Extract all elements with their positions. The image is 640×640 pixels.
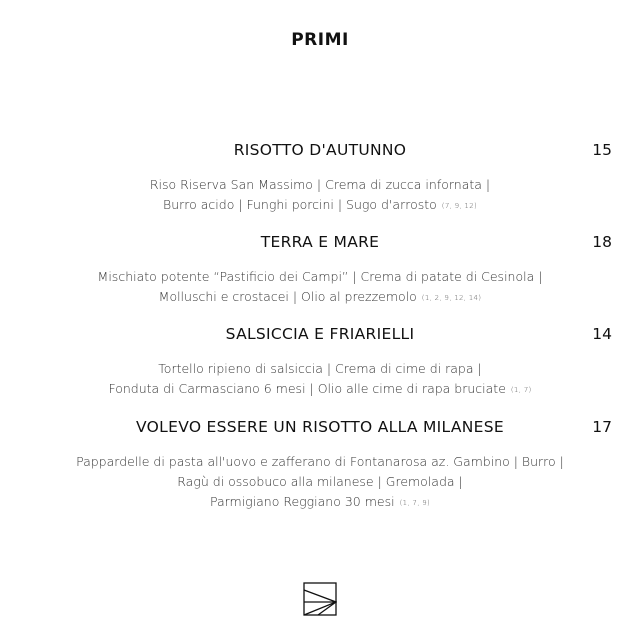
geometric-logo-icon (303, 582, 337, 616)
description-line-last (0, 492, 640, 513)
description-line-last (0, 195, 640, 216)
description-line-last (0, 379, 640, 400)
description-line: Riso Riserva San Massimo | Crema di zucca infornata | (149, 177, 491, 192)
description-text: Molluschi e crostacei | Olio al prezzemolo (158, 289, 417, 304)
dish-name: SALSICCIA E FRIARIELLI (225, 325, 415, 343)
description-text: Fonduta di Carmasciano 6 mesi | Olio alle cime di rapa bruciate (108, 381, 506, 396)
dish-description (0, 452, 640, 513)
dish-description (0, 359, 640, 400)
dish-description (0, 267, 640, 308)
allergen-codes: (7, 9, 12) (441, 202, 477, 210)
allergen-codes: (1, 7) (510, 386, 532, 394)
description-text: Parmigiano Reggiano 30 mesi (209, 494, 395, 509)
description-text: Burro acido | Funghi porcini | Sugo d'arrosto (163, 197, 437, 212)
dish-price: 15 (592, 141, 612, 159)
description-line-last (0, 287, 640, 308)
dish-name: VOLEVO ESSERE UN RISOTTO ALLA MILANESE (136, 418, 504, 436)
allergen-codes: (1, 7, 9) (399, 499, 431, 507)
dish-name: RISOTTO D'AUTUNNO (233, 141, 407, 159)
dish-price: 18 (592, 233, 612, 251)
dish-name: TERRA E MARE (260, 233, 380, 251)
dish-price: 14 (592, 325, 612, 343)
allergen-codes: (1, 2, 9, 12, 14) (421, 294, 482, 302)
description-line: Mischiato potente “Pastificio dei Campi” | Crema di patate di Cesinola | (97, 269, 543, 284)
description-line: Tortello ripieno di salsiccia | Crema di cime di rapa | (158, 361, 482, 376)
dish-description (0, 175, 640, 216)
description-line: Ragù di ossobuco alla milanese | Gremolada | (177, 474, 463, 489)
dish-price: 17 (592, 418, 612, 436)
section-title: PRIMI (291, 30, 349, 50)
description-line: Pappardelle di pasta all'uovo e zafferano di Fontanarosa az. Gambino | Burro | (76, 454, 564, 469)
